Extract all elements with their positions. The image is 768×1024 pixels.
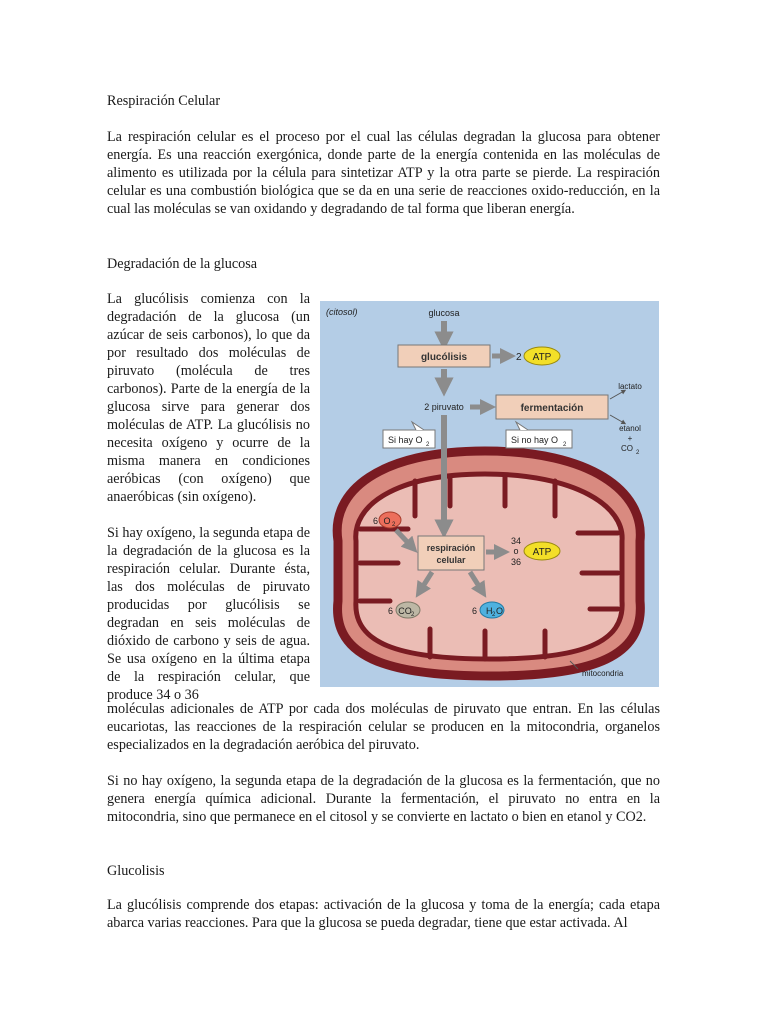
- oxygen-paragraph-narrow: Si hay oxígeno, la segunda etapa de la degradación de la glucosa es la respiración celular. Durante ésta, las dos moléculas de piruvato producidas por glucólisis se degradan en seis moléculas de dióxido de carbono y seis de agua. Se usa oxígeno en la última etapa de la respiración celular, que produce 34 o 36: [107, 525, 310, 703]
- glucolisis-paragraph: La glucólisis comprende dos etapas: activación de la glucosa y toma de la energía; cada etapa abarca varias reacciones. Para que la glucosa se pueda degradar, tiene que estar activada. Al: [107, 897, 660, 931]
- mitochondrion-label: mitocondria: [582, 669, 624, 678]
- h2o-o-label: O: [496, 606, 504, 616]
- co2-product-sub: 2: [636, 450, 640, 456]
- atp-respiration-label: ATP: [532, 547, 552, 558]
- yield-36: 36: [510, 557, 522, 567]
- if-oxygen-sub: 2: [426, 442, 430, 448]
- respiration-diagram: [320, 301, 659, 687]
- plus-label: +: [627, 434, 633, 443]
- respiration-box-line1: respiración: [426, 543, 476, 553]
- intro-paragraph: La respiración celular es el proceso por el cual las células degradan la glucosa para obtener energía. Es una reacción exergónica, donde parte de la energía contenida en las moléculas de alimento es utilizada por la célula para sintetizar ATP y la otra parte se pierde. La respiración celular es una combustión biológica que se da en una serie de reacciones oxido-reducción, en la cual las moléculas se van oxidando y degradando de tal forma que liberan energía.: [107, 129, 660, 217]
- fermentation-box-label: fermentación: [520, 403, 584, 414]
- h2o-sub: 2: [492, 612, 496, 618]
- oxygen-paragraph-continued: moléculas adicionales de ATP por cada dos moléculas de piruvato que entran. En las células eucariotas, las reacciones de la respiración celular se producen en la mitocondria, organelos especializados en la degradación aeróbica del piruvato.: [107, 701, 660, 753]
- o2-count: 6: [373, 516, 379, 526]
- o2-sub: 2: [392, 522, 396, 528]
- pyruvate-label: 2 piruvato: [424, 402, 464, 412]
- arrow-fermentation-ethanol: [610, 415, 624, 423]
- section-heading-glucolisis: Glucolisis: [107, 863, 165, 879]
- no-oxygen-label: Si no hay O: [511, 435, 559, 445]
- glycolysis-yield: 2: [516, 352, 522, 363]
- co2-product-label: CO: [621, 444, 633, 453]
- h2o-label: H: [486, 606, 493, 616]
- arrow-fermentation-lactate: [610, 391, 624, 399]
- atp-glycolysis-label: ATP: [532, 352, 552, 363]
- section-heading-degradacion: Degradación de la glucosa: [107, 256, 258, 272]
- mitochondrion-matrix: [356, 474, 622, 659]
- diagram-canvas: [320, 301, 659, 687]
- ethanol-label: etanol: [619, 424, 641, 433]
- document-title: Respiración Celular: [107, 93, 221, 109]
- lactate-label: lactato: [618, 382, 642, 391]
- yield-34: 34: [510, 536, 522, 546]
- co2-label: CO: [398, 606, 412, 616]
- glucose-label: glucosa: [428, 308, 460, 318]
- co2-count: 6: [388, 606, 394, 616]
- if-oxygen-label: Si hay O: [388, 435, 423, 445]
- glycolysis-paragraph: La glucólisis comienza con la degradación de la glucosa (un azúcar de seis carbonos), lo que da por resultado dos moléculas de piruvato (molécula de tres carbonos). Parte de la energía de la glucosa sirve para generar dos moléculas de ATP. La glucólisis no necesita oxígeno y ocurre de la misma manera en condiciones aeróbicas (con oxígeno) que anaeróbicas (sin oxígeno).: [107, 291, 310, 505]
- o2-label: O: [383, 516, 391, 526]
- no-oxygen-sub: 2: [563, 442, 567, 448]
- glycolysis-box-label: glucólisis: [420, 352, 468, 363]
- respiration-box-line2: celular: [436, 555, 466, 565]
- no-oxygen-pointer: [516, 422, 528, 430]
- no-oxygen-paragraph: Si no hay oxígeno, la segunda etapa de la degradación de la glucosa es la fermentación, que no genera energía química adicional. Durante la fermentación, el piruvato no entra en la mitocondria, sino que permanece en el citosol y se convierte en lactato o bien en etanol y CO2.: [107, 773, 660, 825]
- h2o-count: 6: [472, 606, 478, 616]
- yield-or: o: [513, 546, 519, 556]
- cytosol-label: (citosol): [326, 307, 358, 317]
- if-oxygen-pointer: [412, 422, 424, 430]
- co2-sub: 2: [411, 612, 415, 618]
